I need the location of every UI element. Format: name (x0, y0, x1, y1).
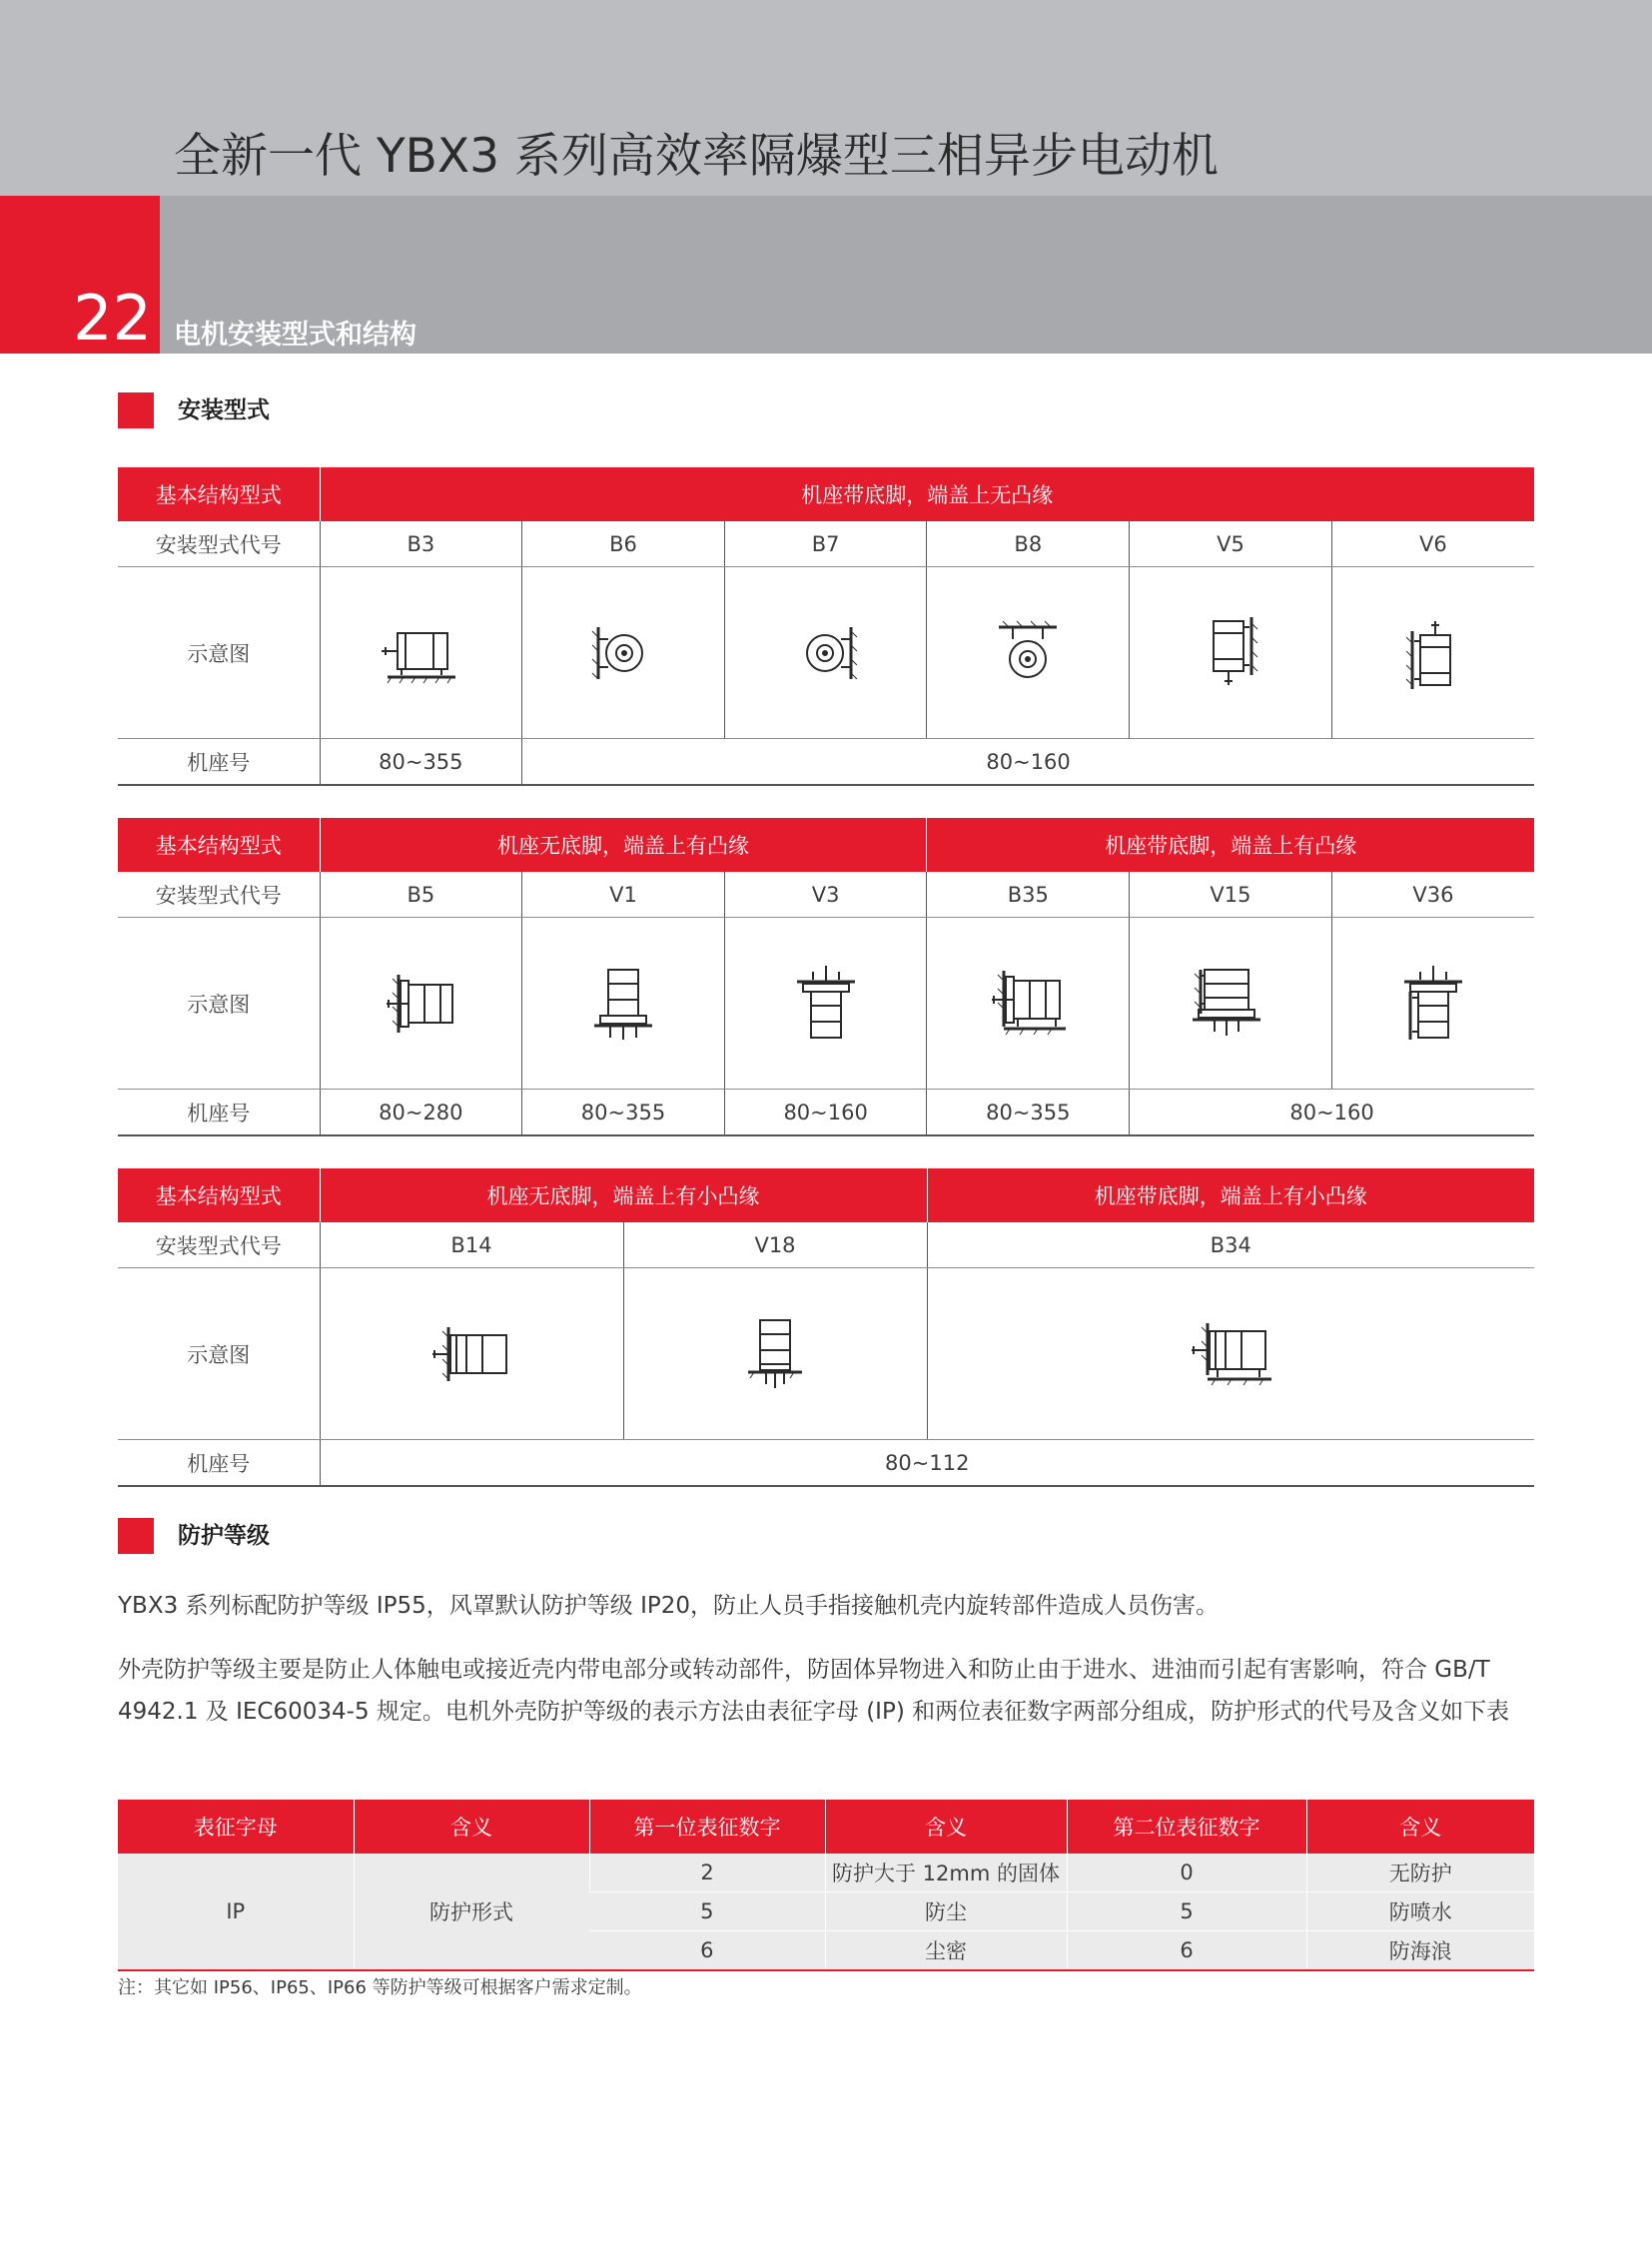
frame-cell: 80~355 (320, 739, 522, 786)
code-cell: V1 (522, 872, 725, 918)
first-meaning-cell: 防尘 (825, 1892, 1067, 1931)
subheading-marker (118, 1518, 154, 1554)
first-digit-cell: 6 (589, 1931, 825, 1971)
frame-cell: 80~160 (1130, 1090, 1534, 1136)
diagram-v6 (1331, 567, 1534, 739)
table-header-row (118, 467, 1534, 521)
code-label: 安装型式代号 (118, 1222, 320, 1268)
table-header-row (118, 818, 1534, 872)
frame-cell: 80~355 (522, 1090, 725, 1136)
code-cell: B34 (927, 1222, 1534, 1268)
code-cell: B8 (927, 521, 1130, 567)
header-label: 基本结构型式 (118, 818, 320, 872)
code-row (118, 521, 1534, 567)
diagram-v1 (522, 918, 725, 1090)
subheading-text: 安装型式 (178, 397, 270, 423)
first-meaning-cell: 防护大于 12mm 的固体 (825, 1854, 1067, 1892)
code-cell: V5 (1130, 521, 1332, 567)
diagram-v5 (1130, 567, 1332, 739)
diagram-v36 (1331, 918, 1534, 1090)
frame-label: 机座号 (118, 1090, 320, 1136)
code-cell: B14 (320, 1222, 623, 1268)
structure-group: 机座无底脚，端盖上有凸缘 (320, 818, 927, 872)
diagram-b6 (522, 567, 725, 739)
code-cell: V6 (1331, 521, 1534, 567)
diagram-row (118, 567, 1534, 739)
diagram-row (118, 1268, 1534, 1440)
column-header: 表征字母 (118, 1800, 354, 1854)
code-row (118, 872, 1534, 918)
mounting-table-1 (118, 467, 1534, 786)
structure-group: 机座带底脚，端盖上有小凸缘 (927, 1168, 1534, 1222)
code-cell: V3 (724, 872, 927, 918)
first-meaning-cell: 尘密 (825, 1931, 1067, 1971)
document-title: 全新一代 YBX3 系列高效率隔爆型三相异步电动机 (174, 129, 1219, 184)
frame-cell: 80~160 (724, 1090, 927, 1136)
table-header-row (118, 1168, 1534, 1222)
code-label: 安装型式代号 (118, 872, 320, 918)
letter-cell: IP (118, 1854, 354, 1970)
frame-cell: 80~160 (522, 739, 1534, 786)
mounting-table-3 (118, 1168, 1534, 1487)
first-digit-cell: 5 (589, 1892, 825, 1931)
frame-cell: 80~280 (320, 1090, 522, 1136)
diagram-b7 (724, 567, 927, 739)
diagram-b35 (927, 918, 1130, 1090)
column-header: 含义 (354, 1800, 589, 1854)
code-cell: B6 (522, 521, 725, 567)
column-header: 第二位表征数字 (1067, 1800, 1306, 1854)
second-meaning-cell: 无防护 (1306, 1854, 1534, 1892)
frame-cell: 80~112 (320, 1440, 1534, 1487)
column-header: 第一位表征数字 (589, 1800, 825, 1854)
column-header: 含义 (1306, 1800, 1534, 1854)
diagram-v18 (623, 1268, 927, 1440)
code-cell: B7 (724, 521, 927, 567)
code-row (118, 1222, 1534, 1268)
diagram-b8 (927, 567, 1130, 739)
second-digit-cell: 5 (1067, 1892, 1306, 1931)
column-header: 含义 (825, 1800, 1067, 1854)
table-row (118, 1854, 1534, 1892)
protection-table (118, 1800, 1534, 1971)
subheading-marker (118, 392, 154, 428)
diagram-label: 示意图 (118, 1268, 320, 1440)
diagram-label: 示意图 (118, 567, 320, 739)
frame-row (118, 1090, 1534, 1136)
protection-paragraph-2: 外壳防护等级主要是防止人体触电或接近壳内带电部分或转动部件，防固体异物进入和防止由于进水、进油而引起有害影响，符合 GB/T 4942.1 及 IEC60034-5 规定。电机外壳防护等级的表示方法由表征字母 (IP) 和两位表征数字两部分组成，防护形式的代号及含义如下表 (118, 1657, 1510, 1725)
first-digit-cell: 2 (589, 1854, 825, 1892)
header-label: 基本结构型式 (118, 467, 320, 521)
section-title: 电机安装型式和结构 (174, 320, 416, 351)
diagram-label: 示意图 (118, 918, 320, 1090)
table-header-row (118, 1800, 1534, 1854)
code-cell: V18 (623, 1222, 927, 1268)
structure-group: 机座无底脚，端盖上有小凸缘 (320, 1168, 927, 1222)
frame-row (118, 739, 1534, 786)
frame-label: 机座号 (118, 1440, 320, 1487)
mounting-table-2 (118, 818, 1534, 1136)
letter-meaning-cell: 防护形式 (354, 1854, 589, 1970)
code-cell: V15 (1130, 872, 1332, 918)
code-cell: B5 (320, 872, 522, 918)
frame-cell: 80~355 (927, 1090, 1130, 1136)
diagram-row (118, 918, 1534, 1090)
second-meaning-cell: 防喷水 (1306, 1892, 1534, 1931)
diagram-b14 (320, 1268, 623, 1440)
code-cell: B35 (927, 872, 1130, 918)
protection-paragraph-1: YBX3 系列标配防护等级 IP55，风罩默认防护等级 IP20，防止人员手指接触机壳内旋转部件造成人员伤害。 (118, 1593, 1219, 1619)
second-digit-cell: 0 (1067, 1854, 1306, 1892)
frame-label: 机座号 (118, 739, 320, 786)
frame-row (118, 1440, 1534, 1487)
code-cell: B3 (320, 521, 522, 567)
code-cell: V36 (1331, 872, 1534, 918)
structure-group: 机座带底脚，端盖上无凸缘 (320, 467, 1534, 521)
diagram-v3 (724, 918, 927, 1090)
subheading-text: 防护等级 (178, 1523, 270, 1549)
code-label: 安装型式代号 (118, 521, 320, 567)
diagram-b34 (927, 1268, 1534, 1440)
structure-group: 机座带底脚，端盖上有凸缘 (927, 818, 1534, 872)
diagram-b5 (320, 918, 522, 1090)
second-digit-cell: 6 (1067, 1931, 1306, 1971)
diagram-v15 (1130, 918, 1332, 1090)
page-number: 22 (73, 282, 152, 355)
diagram-b3 (320, 567, 522, 739)
footnote: 注：其它如 IP56、IP65、IP66 等防护等级可根据客户需求定制。 (118, 1977, 642, 1998)
header-label: 基本结构型式 (118, 1168, 320, 1222)
second-meaning-cell: 防海浪 (1306, 1931, 1534, 1971)
